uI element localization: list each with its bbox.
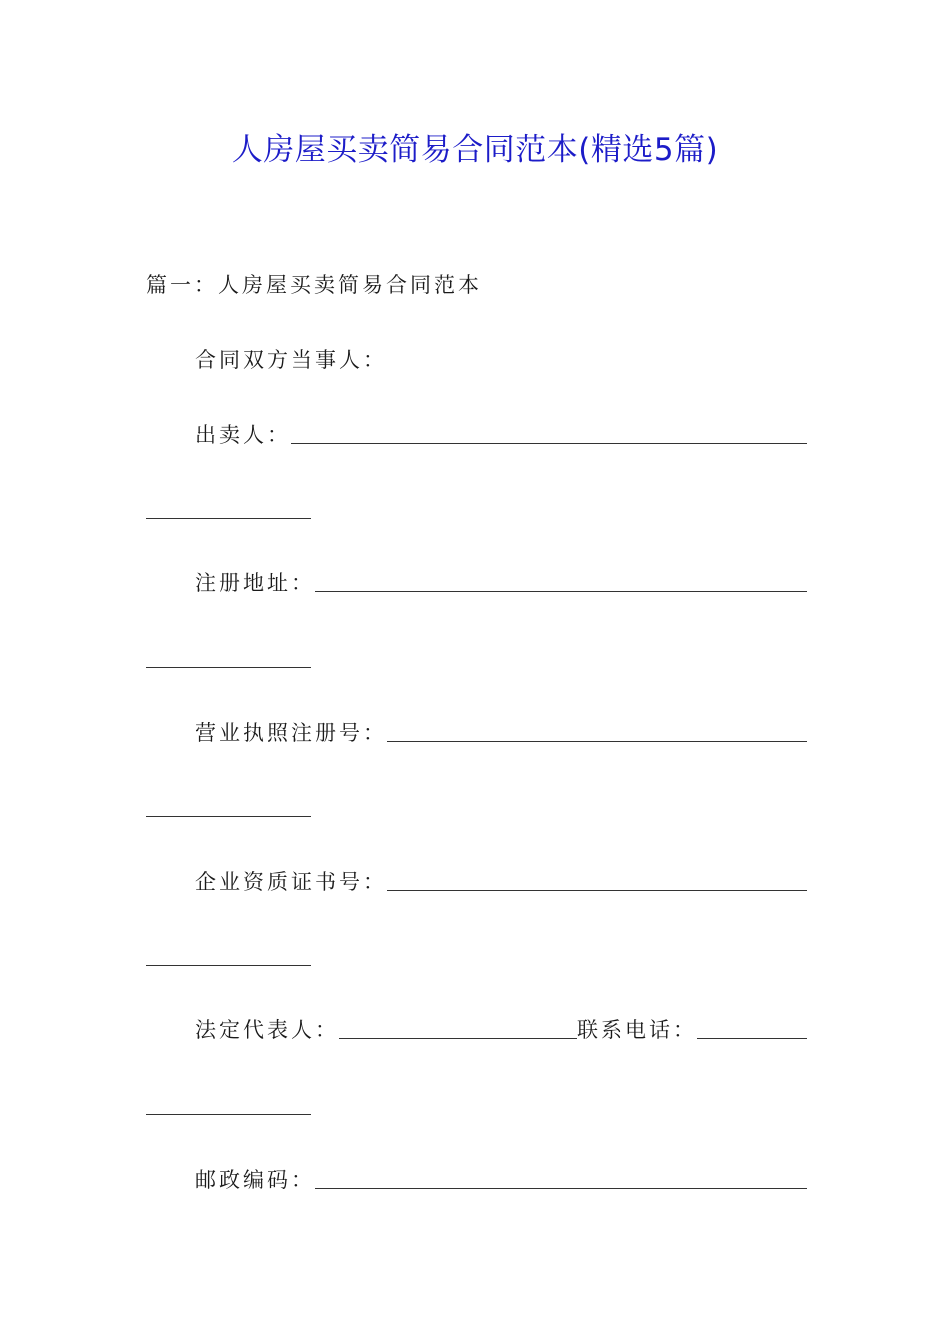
seller-blank-line[interactable] [291,442,807,444]
qualification-cert-blank-continuation[interactable] [146,964,311,966]
business-license-label: 营业执照注册号： [195,721,387,745]
registered-address-label: 注册地址： [195,571,315,595]
contact-phone-blank-continuation[interactable] [146,1113,311,1115]
qualification-cert-blank-line[interactable] [387,889,807,891]
section-heading: 篇一：人房屋买卖简易合同范本 [146,273,482,297]
seller-blank-continuation[interactable] [146,517,311,519]
qualification-cert-row [195,867,807,897]
document-title: 人房屋买卖简易合同范本(精选5篇) [231,132,719,168]
legal-representative-label: 法定代表人： [195,1018,339,1042]
registered-address-row [195,568,807,598]
business-license-blank-line[interactable] [387,740,807,742]
contact-phone-blank-line[interactable] [697,1037,807,1039]
legal-representative-blank-line[interactable] [339,1037,577,1039]
seller-label: 出卖人： [195,423,291,447]
registered-address-blank-line[interactable] [315,590,807,592]
postal-code-blank-line[interactable] [315,1187,807,1189]
business-license-row [195,718,807,748]
postal-code-label: 邮政编码： [195,1168,315,1192]
seller-row [195,420,807,450]
contact-phone-label: 联系电话： [577,1018,697,1042]
parties-intro: 合同双方当事人： [195,348,387,372]
registered-address-blank-continuation[interactable] [146,666,311,668]
qualification-cert-label: 企业资质证书号： [195,870,387,894]
representative-phone-row [195,1015,807,1045]
postal-code-row [195,1165,807,1195]
business-license-blank-continuation[interactable] [146,815,311,817]
